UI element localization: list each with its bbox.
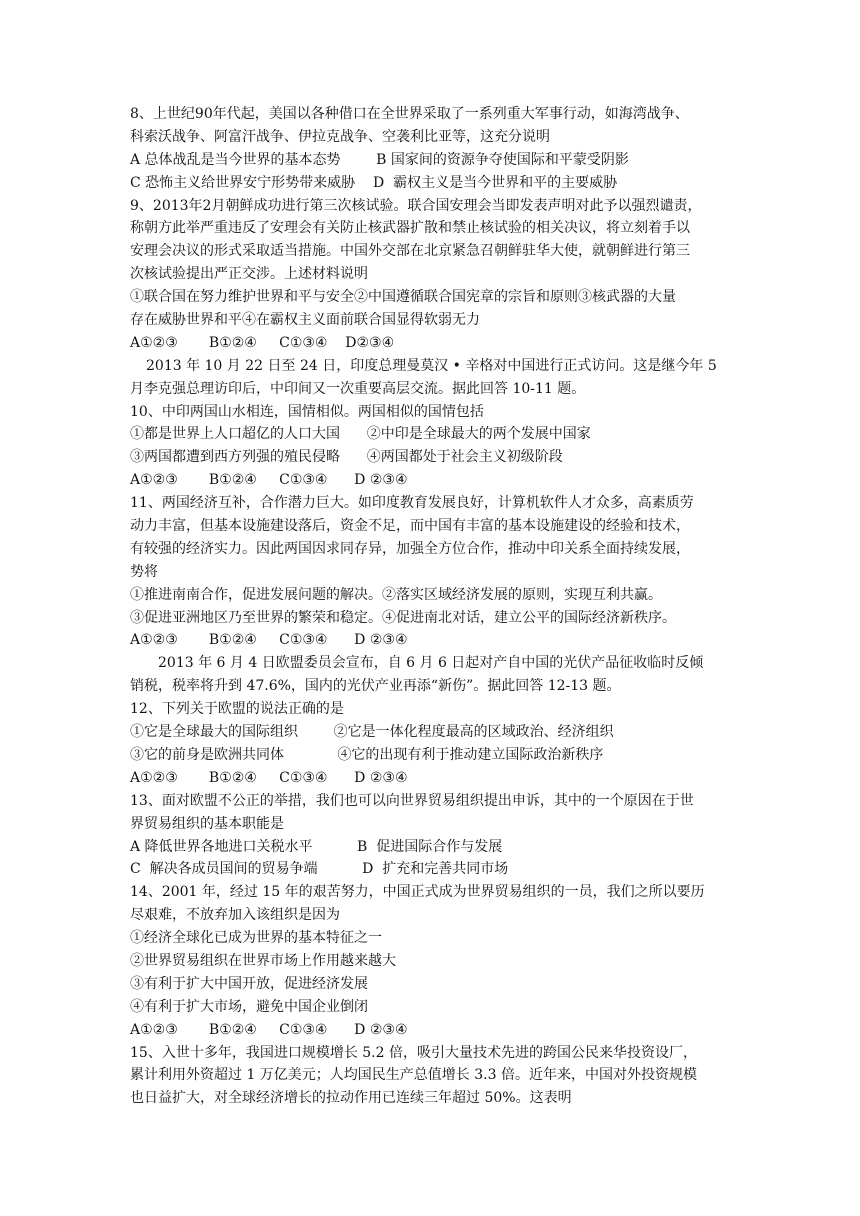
- q10-items-line-2: ③两国都遭到西方列强的殖民侵略 ④两国都处于社会主义初级阶段: [130, 449, 563, 466]
- q13-stem-line-2: 界贸易组织的基本职能是: [130, 815, 284, 832]
- q14-choices: A①②③ B①②④ C①③④ D ②③④: [130, 1021, 408, 1038]
- q9-stem-line-2: 称朝方此举严重违反了安理会有关防止核武器扩散和禁止核试验的相关决议，将立刻着手以: [130, 220, 690, 237]
- q14-stem-line-2: 尽艰难，不放弃加入该组织是因为: [130, 907, 340, 924]
- passage2-line-2: 销税，税率将升到 47.6%，国内的光伏产业再添“新伤”。据此回答 12-13 题。: [130, 678, 621, 695]
- q10-choices: A①②③ B①②④ C①③④ D ②③④: [130, 472, 408, 489]
- q8-stem-line-2: 科索沃战争、阿富汗战争、伊拉克战争、空袭利比亚等，这充分说明: [130, 128, 550, 145]
- q11-stem-line-1: 11、两国经济互补，合作潜力巨大。如印度教育发展良好，计算机软件人才众多，高素质劳: [130, 495, 694, 512]
- q12-stem: 12、下列关于欧盟的说法正确的是: [130, 701, 344, 718]
- q14-item-4: ④有利于扩大市场，避免中国企业倒闭: [130, 998, 368, 1015]
- q15-stem-line-2: 累计利用外资超过 1 万亿美元；人均国民生产总值增长 3.3 倍。近年来，中国对外投资规模: [130, 1067, 697, 1084]
- q13-options-ab: A 降低世界各地进口关税水平 B 促进国际合作与发展: [130, 838, 503, 855]
- q9-choices: A①②③ B①②④ C①③④ D②③④: [130, 334, 395, 351]
- q8-stem-line-1: 8、上世纪90年代起，美国以各种借口在全世界采取了一系列重大军事行动，如海湾战争、: [130, 106, 689, 122]
- q11-stem-line-2: 动力丰富，但基本设施建设落后，资金不足，而中国有丰富的基本设施建设的经验和技术，: [130, 518, 690, 535]
- q12-items-line-2: ③它的前身是欧洲共同体 ④它的出现有利于推动建立国际政治新秩序: [130, 746, 604, 763]
- document-body: [130, 103, 740, 1110]
- q14-item-3: ③有利于扩大中国开放，促进经济发展: [130, 975, 368, 992]
- q10-items-line-1: ①都是世界上人口超亿的人口大国 ②中印是全球最大的两个发展中国家: [130, 426, 591, 443]
- passage2-line-1: 2013 年 6 月 4 日欧盟委员会宣布，自 6 月 6 日起对产自中国的光伏产品征收临时反倾: [158, 655, 704, 672]
- q8-options-cd: C 恐怖主义给世界安宁形势带来威胁 D 霸权主义是当今世界和平的主要威胁: [130, 174, 618, 191]
- q14-item-2: ②世界贸易组织在世界市场上作用越来越大: [130, 952, 396, 969]
- q9-stem-line-4: 次核试验提出严正交涉。上述材料说明: [130, 266, 368, 283]
- q11-stem-line-4: 势将: [130, 563, 158, 580]
- q9-stem-line-3: 安理会决议的形式采取适当措施。中国外交部在北京紧急召朝鲜驻华大使，就朝鲜进行第三: [130, 243, 690, 260]
- q15-stem-line-3: 也日益扩大，对全球经济增长的拉动作用已连续三年超过 50%。这表明: [130, 1090, 572, 1107]
- q13-options-cd: C 解决各成员国间的贸易争端 D 扩充和完善共同市场: [130, 861, 509, 878]
- q8-options-ab: A 总体战乱是当今世界的基本态势 B 国家间的资源争夺使国际和平蒙受阴影: [130, 151, 629, 168]
- q15-stem-line-1: 15、入世十多年，我国进口规模增长 5.2 倍，吸引大量技术先进的跨国公民来华投资设厂，: [130, 1044, 697, 1061]
- q9-items-line-2: 存在威胁世界和平④在霸权主义面前联合国显得软弱无力: [130, 312, 480, 329]
- q9-items-line-1: ①联合国在努力维护世界和平与安全②中国遵循联合国宪章的宗旨和原则③核武器的大量: [130, 289, 676, 306]
- q10-stem: 10、中印两国山水相连，国情相似。两国相似的国情包括: [130, 403, 484, 420]
- passage1-line-1: 2013 年 10 月 22 日至 24 日，印度总理曼莫汉 • 辛格对中国进行正式访问。这是继今年 5: [146, 357, 717, 374]
- q11-items-line-1: ①推进南南合作，促进发展问题的解决。②落实区域经济发展的原则，实现互利共赢。: [130, 586, 662, 603]
- q11-stem-line-3: 有较强的经济实力。因此两国因求同存异，加强全方位合作，推动中印关系全面持续发展，: [130, 540, 690, 557]
- q12-choices: A①②③ B①②④ C①③④ D ②③④: [130, 769, 408, 786]
- q14-stem-line-1: 14、2001 年，经过 15 年的艰苦努力，中国正式成为世界贸易组织的一员，我们之所以要历: [130, 884, 705, 901]
- q11-choices: A①②③ B①②④ C①③④ D ②③④: [130, 632, 408, 649]
- q13-stem-line-1: 13、面对欧盟不公正的举措，我们也可以向世界贸易组织提出申诉，其中的一个原因在于世: [130, 792, 694, 809]
- q14-item-1: ①经济全球化已成为世界的基本特征之一: [130, 930, 382, 947]
- q12-items-line-1: ①它是全球最大的国际组织 ②它是一体化程度最高的区域政治、经济组织: [130, 724, 614, 741]
- q9-stem-line-1: 9、2013年2月朝鲜成功进行第三次核试验。联合国安理会当即发表声明对此予以强烈谴责，: [130, 197, 702, 214]
- q11-items-line-2: ③促进亚洲地区乃至世界的繁荣和稳定。④促进南北对话，建立公平的国际经济新秩序。: [130, 609, 676, 626]
- passage1-line-2: 月李克强总理访印后，中印间又一次重要高层交流。据此回答 10-11 题。: [130, 380, 586, 397]
